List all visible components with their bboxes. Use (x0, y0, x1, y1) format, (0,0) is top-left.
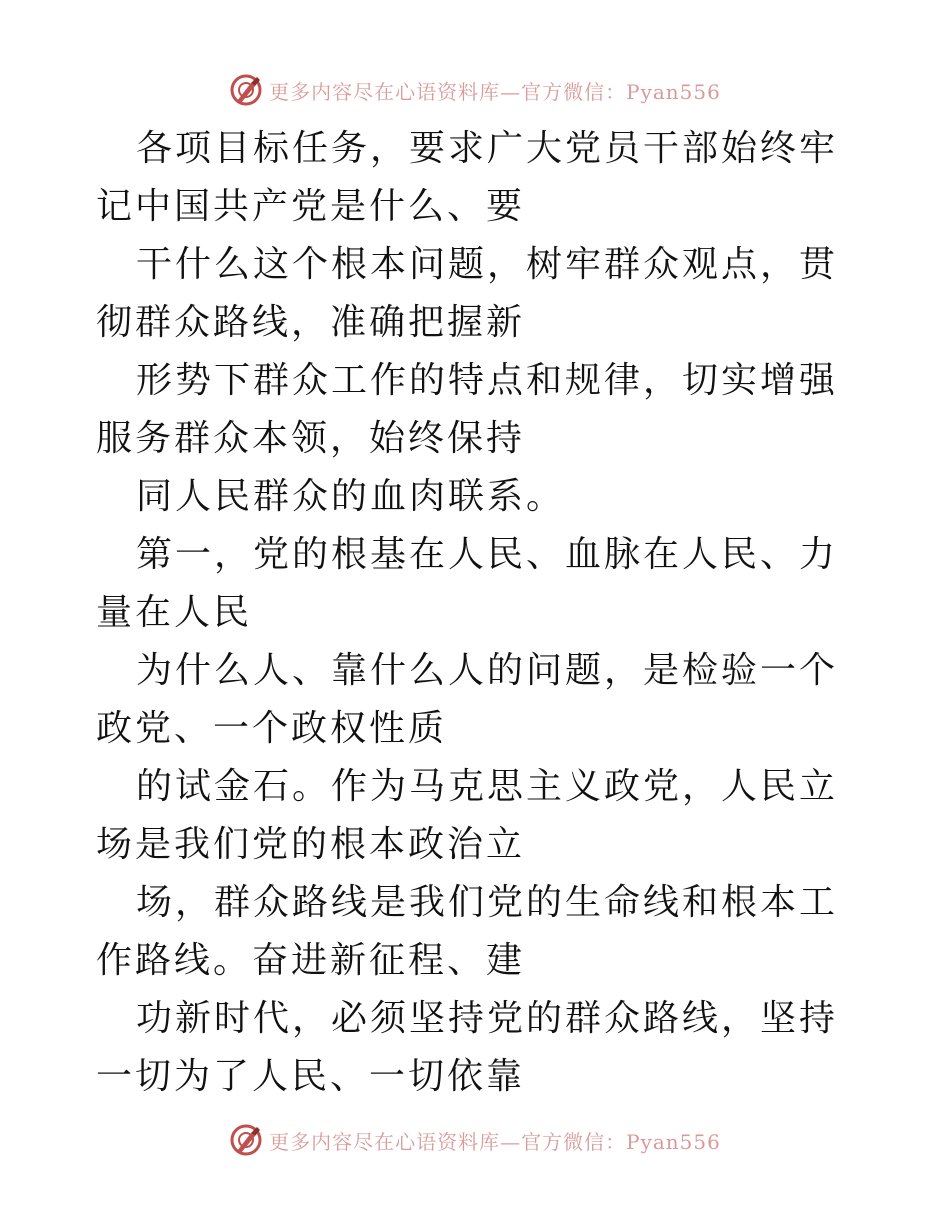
paragraph: 功新时代，必须坚持党的群众路线，坚持一切为了人民、一切依靠 (96, 998, 839, 1097)
paragraph: 为什么人、靠什么人的问题，是检验一个政党、一个政权性质 (96, 650, 839, 749)
paragraph: 同人民群众的血肉联系。 (136, 476, 566, 517)
paragraph: 场，群众路线是我们党的生命线和根本工作路线。奋进新征程、建 (96, 882, 839, 981)
paragraph: 各项目标任务，要求广大党员干部始终牢记中国共产党是什么、要 (96, 128, 839, 227)
footer-banner-text: 更多内容尽在心语资料库—官方微信：Pyan556 (269, 1129, 721, 1154)
pen-circle-logo-icon (229, 73, 263, 107)
pen-circle-logo-icon (229, 1123, 263, 1157)
header-banner (0, 70, 950, 110)
paragraph: 的试金石。作为马克思主义政党，人民立场是我们党的根本政治立 (96, 766, 839, 865)
paragraph: 形势下群众工作的特点和规律，切实增强服务群众本领，始终保持 (96, 360, 839, 459)
document-body (96, 120, 866, 1106)
footer-banner (0, 1120, 950, 1160)
header-banner-text: 更多内容尽在心语资料库—官方微信：Pyan556 (269, 79, 721, 104)
paragraph: 第一，党的根基在人民、血脉在人民、力量在人民 (96, 534, 839, 633)
paragraph: 干什么这个根本问题，树牢群众观点，贯彻群众路线，准确把握新 (96, 244, 839, 343)
